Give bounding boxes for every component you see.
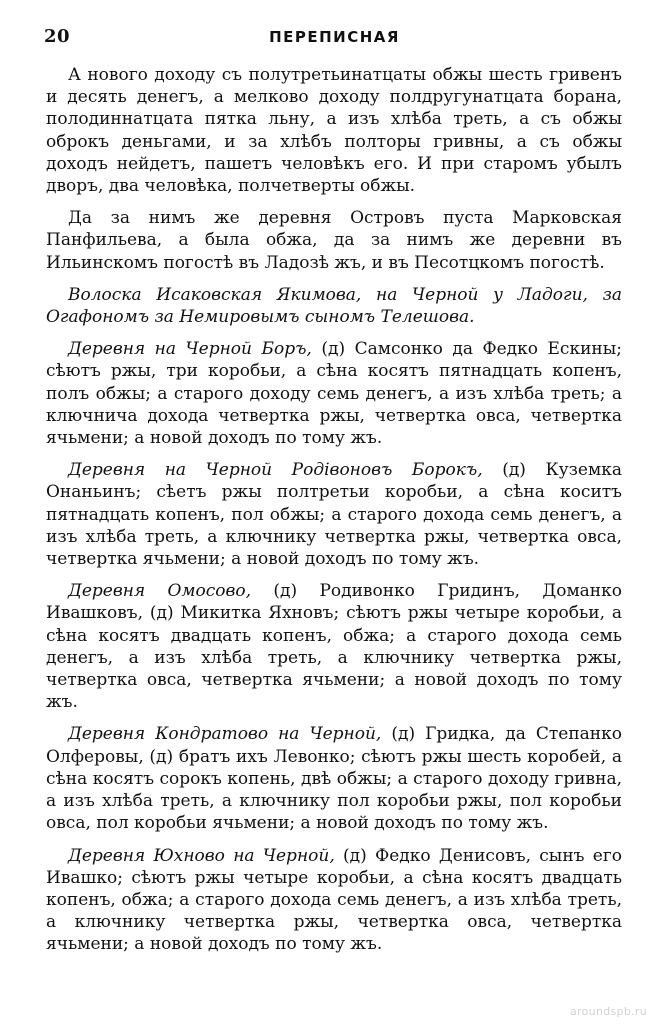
paragraph-heading: Деревня на Черной Боръ, — [68, 339, 322, 360]
paragraph-heading: Деревня Омосово, — [68, 581, 274, 602]
page-number: 20 — [44, 26, 71, 47]
paragraph-text: (д) Федко Денисовъ, сынъ его Ивашко; сѣютъ ржы четыре коробьи, а сѣна косятъ двадцать копенъ, обжа; а старого дохода семь денегъ, а изъ хлѣба треть, а ключнику четвертка ржы, четвертка овса, четвертка ячьмени; а новой доходъ по тому жъ. — [46, 845, 622, 955]
paragraph-heading: Волоска Исаковская Якимова, на Черной у Ладоги, за Огафономъ за Немировымъ сыномъ Телешова. — [46, 284, 622, 328]
paragraph — [46, 64, 622, 197]
paragraph — [46, 207, 622, 274]
paragraph-text: (д) Родивонко Гридинъ, Доманко Ивашковъ, (д) Микитка Яхновъ; сѣютъ ржы четыре коробьи, а сѣна косятъ двадцать копенъ, обжа; а старого дохода семь денегъ, а изъ хлѣба треть, а ключнику четвертка ржы, четвертка овса, четвертка ячьмени; а новой доходъ по тому жъ. — [46, 581, 622, 713]
paragraph — [46, 338, 622, 449]
paragraph — [46, 845, 622, 956]
paragraph — [46, 723, 622, 834]
paragraph — [46, 459, 622, 570]
page-header — [44, 26, 625, 50]
paragraph-text: А нового доходу съ полутретьинатцаты обжы шесть гривенъ и десять денегъ, а мелково доходу полдругунатцата борана, полодиннатцата пятка льну, а изъ хлѣба треть, а съ обжы оброкъ деньгами, и за хлѣбъ полторы гривны, а съ обжы доходъ нейдетъ, пашетъ человѣкъ его. И при старомъ убылъ дворъ, два человѣка, полчетверты обжы. — [46, 65, 622, 197]
watermark: aroundspb.ru — [570, 1005, 647, 1018]
paragraph-heading: Деревня Юхново на Черной, — [68, 845, 344, 866]
paragraph-heading: Деревня на Черной Родівоновъ Борокъ, — [68, 460, 503, 481]
running-head: ПЕРЕПИСНАЯ — [269, 28, 400, 46]
paragraph-text: (д) Гридка, да Степанко Олферовы, (д) братъ ихъ Левонко; сѣютъ ржы шесть коробей, а сѣна косятъ сорокъ копень, двѣ обжы; а старого доходу гривна, а изъ хлѣба треть, а ключнику пол коробьи ржы, пол коробьи овса, пол коробьи ячьмени; а новой доходъ по тому жъ. — [46, 724, 623, 834]
paragraph — [46, 284, 622, 328]
paragraph-text: Да за нимъ же деревня Островъ пуста Марковская Панфильева, а была обжа, да за нимъ же деревни въ Ильинскомъ погостѣ въ Ладозѣ жъ, и въ Песотцкомъ погостѣ. — [46, 208, 622, 273]
paragraph-text: (д) Куземка Онаньинъ; сѣетъ ржы полтретьи коробьи, а сѣна коситъ пятнадцать копенъ, пол обжы; а старого дохода семь денегъ, а изъ хлѣба треть, а ключнику четвертка ржы, четвертка овса, четвертка ячьмени; а новой доходъ по тому жъ. — [46, 460, 622, 570]
paragraph-text: (д) Самсонко да Федко Ескины; сѣютъ ржы, три коробьи, а сѣна косятъ пятнадцать копенъ, полъ обжы; а старого доходу семь денегъ, а изъ хлѣба треть; а ключнича дохода четвертка ржы, четвертка овса, четвертка ячьмени; а новой доходъ по тому жъ. — [46, 339, 622, 449]
paragraph-heading: Деревня Кондратово на Черной, — [68, 724, 392, 745]
paragraph — [46, 580, 622, 713]
body-text — [46, 64, 622, 966]
